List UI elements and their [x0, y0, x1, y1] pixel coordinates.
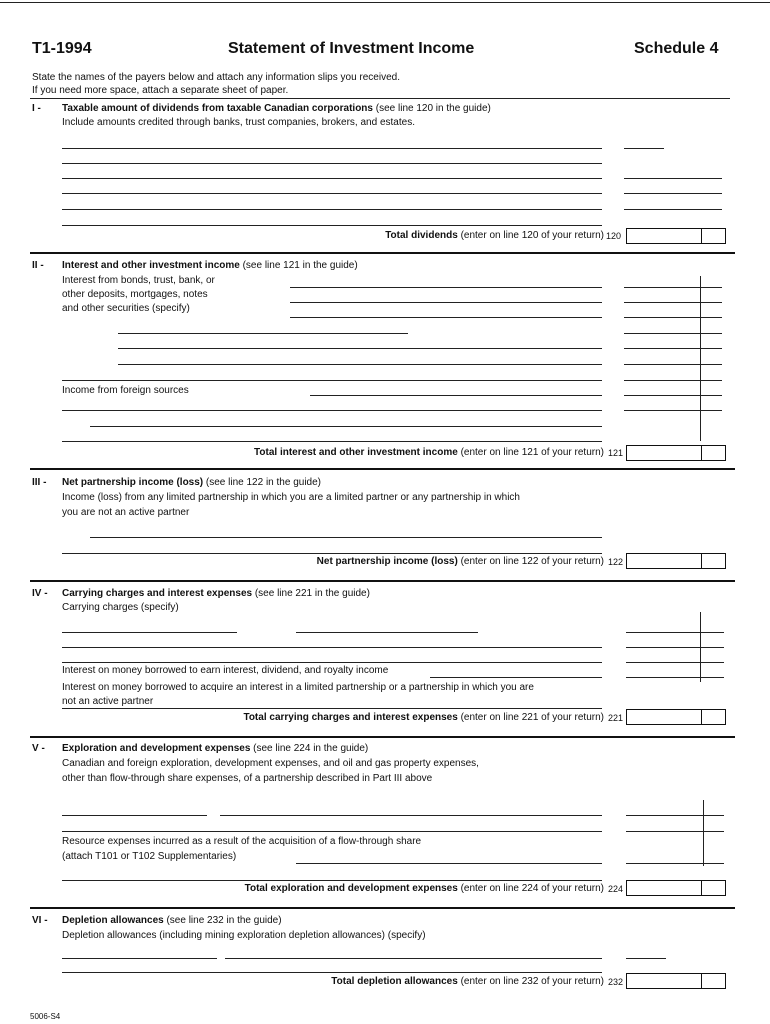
section1-entry-line[interactable]	[62, 178, 602, 179]
section4-interest-1: Interest on money borrowed to earn interest, dividend, and royalty income	[62, 665, 389, 676]
section6-heading-bold: Depletion allowances	[62, 915, 164, 926]
section2-desc-2: other deposits, mortgages, notes	[62, 289, 208, 300]
section1-numeral: I -	[32, 103, 41, 114]
section4-line-number: 221	[608, 713, 624, 723]
section5-entry-line[interactable]	[220, 815, 602, 816]
section3-numeral: III -	[32, 477, 47, 488]
section4-total-bold: Total carrying charges and interest expenses	[243, 712, 458, 723]
section1-total-bold: Total dividends	[385, 230, 458, 241]
section5-heading-rest: (see line 224 in the guide)	[250, 743, 369, 754]
section-divider	[30, 468, 735, 470]
section4-entry-line[interactable]	[62, 647, 602, 648]
section2-heading-bold: Interest and other investment income	[62, 260, 240, 271]
section2-heading	[62, 260, 358, 272]
section3-total-rest: (enter on line 122 of your return)	[457, 556, 604, 567]
section5-entry-line[interactable]	[62, 880, 602, 881]
section3-total-label	[317, 556, 604, 568]
section2-entry-line[interactable]	[62, 410, 602, 411]
section1-amount-line[interactable]	[624, 209, 722, 210]
section6-heading	[62, 915, 282, 927]
section4-entry-line[interactable]	[296, 632, 478, 633]
section5-desc-1: Canadian and foreign exploration, development expenses, and oil and gas property expenses,	[62, 758, 479, 769]
section6-total-label	[331, 976, 604, 988]
section1-amount-line[interactable]	[624, 193, 722, 194]
section6-entry-line[interactable]	[62, 958, 217, 959]
section2-entry-line[interactable]	[118, 333, 408, 334]
section4-numeral: IV -	[32, 588, 48, 599]
section1-amount-line[interactable]	[624, 178, 722, 179]
section1-total-box[interactable]	[626, 228, 726, 244]
section4-heading-bold: Carrying charges and interest expenses	[62, 588, 253, 599]
section5-cents-rule	[703, 800, 704, 866]
section2-cents-rule	[700, 276, 701, 441]
section2-amount-line[interactable]	[624, 348, 722, 349]
section3-total-box[interactable]	[626, 553, 726, 569]
section2-foreign-label: Income from foreign sources	[62, 385, 189, 396]
section2-amount-line[interactable]	[624, 364, 722, 365]
section1-desc: Include amounts credited through banks, trust companies, brokers, and estates.	[62, 117, 415, 128]
intro-line-2: If you need more space, attach a separate sheet of paper.	[32, 85, 289, 96]
section4-total-box[interactable]	[626, 709, 726, 725]
section2-total-label	[254, 447, 604, 459]
section4-amount-line[interactable]	[626, 677, 724, 678]
section-divider	[30, 580, 735, 582]
section2-heading-rest: (see line 121 in the guide)	[239, 260, 358, 271]
section2-entry-line[interactable]	[290, 317, 602, 318]
section6-total-box[interactable]	[626, 973, 726, 989]
section1-total-rest: (enter on line 120 of your return)	[457, 230, 604, 241]
section2-entry-line[interactable]	[90, 426, 602, 427]
section3-entry-line[interactable]	[62, 553, 602, 554]
section6-entry-line[interactable]	[62, 972, 602, 973]
section5-total-rest: (enter on line 224 of your return)	[457, 883, 604, 894]
section4-interest-line[interactable]	[62, 708, 602, 709]
section1-amount-line[interactable]	[624, 148, 664, 149]
section5-line-number: 224	[608, 884, 624, 894]
section4-amount-line[interactable]	[626, 662, 724, 663]
section3-desc-1: Income (loss) from any limited partnership in which you are a limited partner or any partnership in which	[62, 492, 520, 503]
section1-entry-line[interactable]	[62, 225, 602, 226]
section5-amount-line[interactable]	[626, 815, 724, 816]
section4-entry-line[interactable]	[62, 632, 237, 633]
section2-entry-line[interactable]	[290, 287, 602, 288]
section2-amount-line[interactable]	[624, 317, 722, 318]
section5-total-box[interactable]	[626, 880, 726, 896]
section5-resource-2: (attach T101 or T102 Supplementaries)	[62, 851, 237, 862]
section2-amount-line[interactable]	[624, 287, 722, 288]
section2-amount-line[interactable]	[624, 333, 722, 334]
section3-heading	[62, 477, 321, 489]
section3-heading-bold: Net partnership income (loss)	[62, 477, 204, 488]
section5-total-label	[245, 883, 604, 895]
cents-divider	[701, 554, 702, 568]
section5-amount-line[interactable]	[626, 831, 724, 832]
section2-total-rest: (enter on line 121 of your return)	[457, 447, 604, 458]
section6-total-bold: Total depletion allowances	[331, 976, 458, 987]
section6-amount-line[interactable]	[626, 958, 666, 959]
section1-entry-line[interactable]	[62, 209, 602, 210]
section5-resource-line[interactable]	[296, 863, 602, 864]
section1-entry-line[interactable]	[62, 193, 602, 194]
section5-desc-2: other than flow-through share expenses, of a partnership described in Part III above	[62, 773, 433, 784]
section4-desc: Carrying charges (specify)	[62, 602, 179, 613]
section1-entry-line[interactable]	[62, 163, 602, 164]
section1-line-number: 120	[606, 231, 622, 241]
section4-interest-2a: Interest on money borrowed to acquire an interest in a limited partnership or a partnership in which you are	[62, 682, 534, 693]
section4-amount-line[interactable]	[626, 647, 724, 648]
section4-heading	[62, 588, 370, 600]
section1-heading	[62, 103, 491, 115]
section5-entry-line[interactable]	[62, 815, 207, 816]
section1-total-label	[385, 230, 604, 242]
section-divider	[30, 736, 735, 738]
section2-total-box[interactable]	[626, 445, 726, 461]
section4-heading-rest: (see line 221 in the guide)	[252, 588, 370, 599]
section3-heading-rest: (see line 122 in the guide)	[203, 477, 321, 488]
section5-heading-bold: Exploration and development expenses	[62, 743, 251, 754]
section2-amount-line[interactable]	[624, 395, 722, 396]
section4-amount-line[interactable]	[626, 632, 724, 633]
section2-amount-line[interactable]	[624, 302, 722, 303]
section5-total-bold: Total exploration and development expenses	[244, 883, 458, 894]
cents-divider	[701, 446, 702, 460]
section2-amount-line[interactable]	[624, 410, 722, 411]
section2-entry-line[interactable]	[62, 441, 602, 442]
section4-total-label	[243, 712, 604, 724]
section6-total-rest: (enter on line 232 of your return)	[457, 976, 604, 987]
section2-entry-line[interactable]	[290, 302, 602, 303]
intro-rule	[30, 98, 730, 99]
section2-numeral: II -	[32, 260, 44, 271]
cents-divider	[701, 710, 702, 724]
section5-heading	[62, 743, 368, 755]
section4-total-rest: (enter on line 221 of your return)	[457, 712, 604, 723]
section1-entry-line[interactable]	[62, 148, 602, 149]
section2-entry-line[interactable]	[118, 364, 602, 365]
section-divider	[30, 252, 735, 254]
section1-heading-bold: Taxable amount of dividends from taxable Canadian corporations	[62, 103, 373, 114]
section6-heading-rest: (see line 232 in the guide)	[163, 915, 282, 926]
cents-divider	[701, 974, 702, 988]
section2-total-bold: Total interest and other investment income	[254, 447, 458, 458]
section3-line-number: 122	[608, 557, 624, 567]
section-divider	[30, 907, 735, 909]
cents-divider	[701, 881, 702, 895]
section2-amount-line[interactable]	[624, 380, 722, 381]
section4-cents-rule	[700, 612, 701, 682]
section2-line-number: 121	[608, 448, 624, 458]
section2-desc-3: and other securities (specify)	[62, 303, 190, 314]
section2-entry-line[interactable]	[118, 348, 602, 349]
section2-foreign-line[interactable]	[310, 395, 602, 396]
cents-divider	[701, 229, 702, 243]
page-title: Statement of Investment Income	[228, 40, 475, 57]
section5-resource-1: Resource expenses incurred as a result of the acquisition of a flow-through share	[62, 836, 422, 847]
section6-line-number: 232	[608, 977, 624, 987]
section6-entry-line[interactable]	[225, 958, 602, 959]
section2-desc-1: Interest from bonds, trust, bank, or	[62, 275, 215, 286]
section5-entry-line[interactable]	[62, 831, 602, 832]
section3-total-bold: Net partnership income (loss)	[316, 556, 458, 567]
section6-desc: Depletion allowances (including mining exploration depletion allowances) (specify)	[62, 930, 426, 941]
section4-entry-line[interactable]	[62, 662, 602, 663]
section1-heading-rest: (see line 120 in the guide)	[372, 103, 491, 114]
section2-entry-line[interactable]	[62, 380, 602, 381]
section5-numeral: V -	[32, 743, 45, 754]
form-id: T1-1994	[32, 40, 92, 57]
section4-interest-2b: not an active partner	[62, 696, 154, 707]
top-border	[0, 2, 770, 3]
section6-numeral: VI -	[32, 915, 48, 926]
intro-line-1: State the names of the payers below and attach any information slips you received.	[32, 72, 400, 83]
section3-desc-2: you are not an active partner	[62, 507, 190, 518]
section5-amount-line[interactable]	[626, 863, 724, 864]
form-code: 5006-S4	[30, 1012, 61, 1021]
section3-entry-line[interactable]	[90, 537, 602, 538]
section4-interest-line[interactable]	[430, 677, 602, 678]
schedule-label: Schedule 4	[634, 40, 719, 57]
